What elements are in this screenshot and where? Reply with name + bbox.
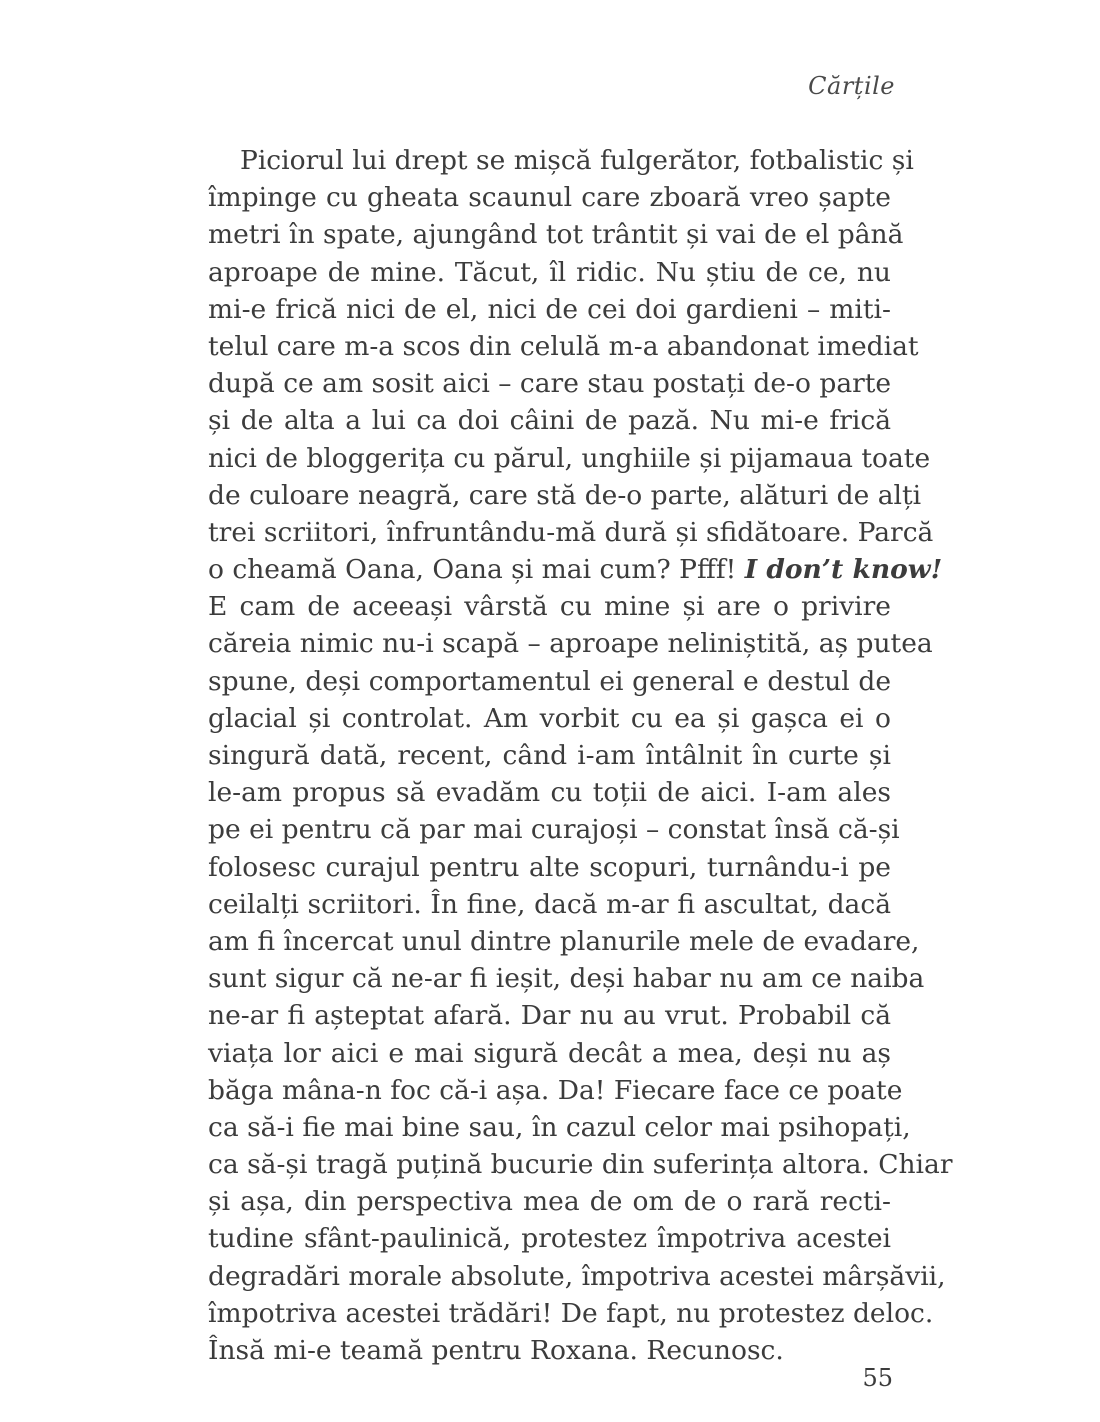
text-line: viața lor aici e mai sigură decât a mea, deși nu aș <box>208 1037 891 1069</box>
text-line: pe ei pentru că par mai curajoși – constat însă că-și <box>208 814 900 846</box>
text-line: ca să-și tragă puțină bucurie din suferința altora. Chiar <box>208 1149 953 1181</box>
body-paragraph <box>208 142 953 1369</box>
text-line: de culoare neagră, care stă de-o parte, alături de alți <box>208 479 922 511</box>
text-line: metri în spate, ajungând tot trântit și vai de el până <box>208 219 904 251</box>
text-line: am fi încercat unul dintre planurile mele de evadare, <box>208 925 920 957</box>
text-line: ceilalți scriitori. În fine, dacă m-ar fi ascultat, dacă <box>208 888 891 920</box>
running-header-title: Cărțile <box>808 72 895 100</box>
text-line: E cam de aceeași vârstă cu mine și are o privire <box>208 591 891 623</box>
text-line: tudine sfânt-paulinică, protestez împotriva acestei <box>208 1223 891 1255</box>
text-line: băga mâna-n foc că-i așa. Da! Fiecare face ce poate <box>208 1074 903 1106</box>
text-line: și așa, din perspectiva mea de om de o rară recti- <box>208 1186 891 1218</box>
text-line: spune, deși comportamentul ei general e destul de <box>208 665 891 697</box>
text-line: folosesc curajul pentru alte scopuri, turnându-i pe <box>208 851 891 883</box>
text-line: după ce am sosit aici – care stau postați de-o parte <box>208 368 892 400</box>
text-line: degradări morale absolute, împotriva acestei mârșăvii, <box>208 1260 946 1292</box>
text-line: Însă mi-e teamă pentru Roxana. Recunosc. <box>208 1335 784 1366</box>
text-line-with-italic <box>208 551 943 588</box>
text-line: le-am propus să evadăm cu toții de aici. I-am ales <box>208 777 891 809</box>
text-line: singură dată, recent, când i-am întâlnit în curte și <box>208 740 891 771</box>
text-line: mi-e frică nici de el, nici de cei doi gardieni – miti- <box>208 293 891 325</box>
text-line: trei scriitori, înfruntându-mă dură și sfidătoare. Parcă <box>208 516 934 548</box>
text-line: Piciorul lui drept se mișcă fulgerător, fotbalistic și <box>240 145 914 176</box>
text-line: împotriva acestei trădări! De fapt, nu protestez deloc. <box>208 1297 934 1329</box>
text-segment: o cheamă Oana, Oana și mai cum? Pfff! <box>208 554 737 586</box>
text-line: și de alta a lui ca doi câini de pază. Nu mi-e frică <box>208 405 891 437</box>
text-line: ne-ar fi așteptat afară. Dar nu au vrut. Probabil că <box>208 1000 891 1032</box>
text-line: glacial și controlat. Am vorbit cu ea și gașca ei o <box>208 702 891 734</box>
text-line: telul care m-a scos din celulă m-a abandonat imediat <box>208 330 919 362</box>
italic-phrase: I don’t know! <box>744 554 943 586</box>
text-line: aproape de mine. Tăcut, îl ridic. Nu știu de ce, nu <box>208 256 891 288</box>
text-line: nici de bloggerița cu părul, unghiile și pijamaua toate <box>208 442 931 474</box>
page-number: 55 <box>862 1364 893 1392</box>
text-line: căreia nimic nu-i scapă – aproape neliniștită, aș putea <box>208 628 933 660</box>
text-line: sunt sigur că ne-ar fi ieșit, deși habar nu am ce naiba <box>208 963 925 995</box>
text-line: ca să-i fie mai bine sau, în cazul celor mai psihopați, <box>208 1111 911 1143</box>
text-line: împinge cu gheata scaunul care zboară vreo șapte <box>208 182 891 214</box>
